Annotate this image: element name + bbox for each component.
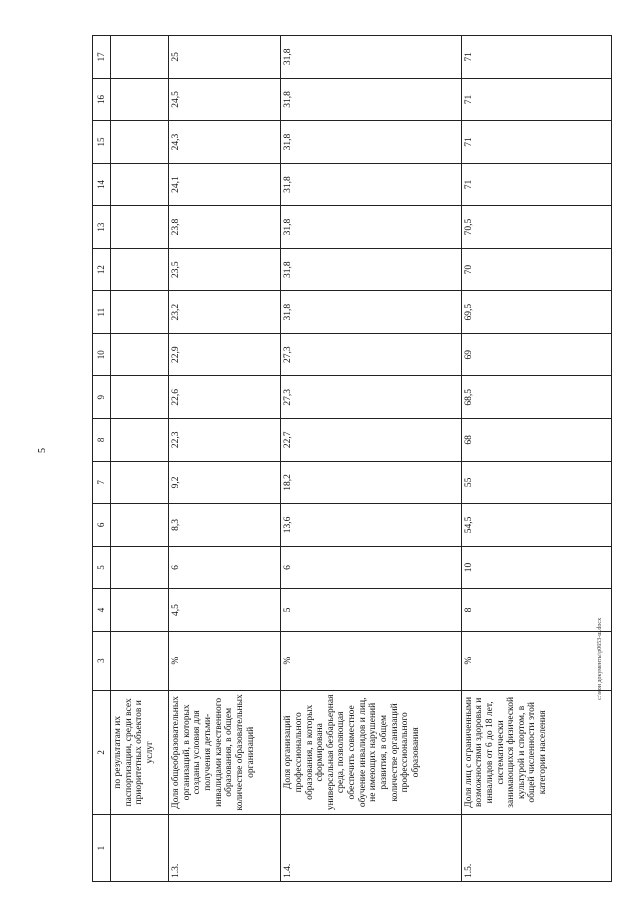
row-number: 1.4.	[281, 815, 461, 882]
value-cell	[111, 589, 169, 632]
value-cell: 71	[461, 36, 611, 79]
unit-cell: %	[281, 631, 461, 690]
value-cell: 22,7	[281, 419, 461, 462]
value-cell: 24,5	[169, 78, 281, 121]
value-cell: 27,3	[281, 333, 461, 376]
value-cell: 24,3	[169, 121, 281, 164]
value-cell: 71	[461, 163, 611, 206]
header-cell: 17	[93, 36, 111, 79]
value-cell: 22,6	[169, 376, 281, 419]
indicators-table	[92, 35, 612, 882]
value-cell: 6	[281, 546, 461, 589]
header-cell: 14	[93, 163, 111, 206]
value-cell: 69	[461, 333, 611, 376]
value-cell: 70	[461, 248, 611, 291]
indicator-name: по результатам их паспортизации, среди всех приоритетных объектов и услуг	[111, 690, 169, 815]
unit-cell: %	[169, 631, 281, 690]
header-cell: 4	[93, 589, 111, 632]
header-cell: 11	[93, 291, 111, 334]
value-cell: 55	[461, 461, 611, 504]
value-cell: 6	[169, 546, 281, 589]
value-cell	[111, 461, 169, 504]
value-cell	[111, 36, 169, 79]
value-cell: 27,3	[281, 376, 461, 419]
header-cell: 3	[93, 631, 111, 690]
value-cell: 69,5	[461, 291, 611, 334]
unit-cell	[111, 631, 169, 690]
value-cell: 31,8	[281, 291, 461, 334]
unit-cell: %	[461, 631, 611, 690]
value-cell: 5	[281, 589, 461, 632]
value-cell: 22,9	[169, 333, 281, 376]
value-cell	[111, 419, 169, 462]
table-row	[169, 36, 281, 882]
header-row	[93, 36, 111, 882]
header-cell: 1	[93, 815, 111, 882]
header-cell: 8	[93, 419, 111, 462]
row-number: 1.3.	[169, 815, 281, 882]
table-row	[281, 36, 461, 882]
header-cell: 9	[93, 376, 111, 419]
page-number: 5	[37, 448, 48, 453]
value-cell	[111, 546, 169, 589]
value-cell: 18,2	[281, 461, 461, 504]
value-cell: 8,3	[169, 504, 281, 547]
table-row	[461, 36, 611, 882]
value-cell: 22,3	[169, 419, 281, 462]
header-cell: 13	[93, 206, 111, 249]
header-cell: 15	[93, 121, 111, 164]
header-cell: 12	[93, 248, 111, 291]
value-cell: 31,8	[281, 206, 461, 249]
value-cell	[111, 248, 169, 291]
value-cell	[111, 333, 169, 376]
value-cell: 31,8	[281, 163, 461, 206]
value-cell	[111, 504, 169, 547]
value-cell: 31,8	[281, 36, 461, 79]
header-cell: 6	[93, 504, 111, 547]
indicator-name: Доля лиц с ограниченными возможностями здоровья и инвалидов от 6 до 18 лет, систематически занимающихся физической культурой и спортом, в общей численности этой категории населения	[461, 690, 611, 815]
header-cell: 16	[93, 78, 111, 121]
header-cell: 5	[93, 546, 111, 589]
value-cell: 71	[461, 78, 611, 121]
value-cell	[111, 376, 169, 419]
value-cell: 10	[461, 546, 611, 589]
table-row	[111, 36, 169, 882]
value-cell: 31,8	[281, 121, 461, 164]
file-path-footer: c:\мои документы\p0653-ш.docx	[597, 617, 603, 700]
value-cell: 9,2	[169, 461, 281, 504]
value-cell: 54,5	[461, 504, 611, 547]
value-cell: 24,1	[169, 163, 281, 206]
rotated-table-container	[92, 35, 612, 882]
value-cell: 8	[461, 589, 611, 632]
value-cell: 13,6	[281, 504, 461, 547]
header-cell: 2	[93, 690, 111, 815]
indicator-name: Доля общеобразовательных организаций, в которых созданы условия для получения детьми-инвалидами качественного образования, в общем количестве образовательных организаций	[169, 690, 281, 815]
value-cell: 31,8	[281, 248, 461, 291]
value-cell: 71	[461, 121, 611, 164]
value-cell	[111, 121, 169, 164]
value-cell	[111, 206, 169, 249]
value-cell	[111, 78, 169, 121]
value-cell: 4,5	[169, 589, 281, 632]
value-cell: 70,5	[461, 206, 611, 249]
row-number	[111, 815, 169, 882]
value-cell: 68	[461, 419, 611, 462]
header-cell: 7	[93, 461, 111, 504]
value-cell: 68,5	[461, 376, 611, 419]
header-cell: 10	[93, 333, 111, 376]
value-cell: 23,5	[169, 248, 281, 291]
indicator-name: Доля организаций профессионального образования, в которых сформирована универсальная безбарьерная среда, позволяющая обеспечить совместное обучение инвалидов и лиц, не имеющих нарушений развития, в общем количестве организаций профессионального образования	[281, 690, 461, 815]
value-cell: 25	[169, 36, 281, 79]
value-cell: 23,8	[169, 206, 281, 249]
row-number: 1.5.	[461, 815, 611, 882]
value-cell: 31,8	[281, 78, 461, 121]
value-cell: 23,2	[169, 291, 281, 334]
value-cell	[111, 291, 169, 334]
value-cell	[111, 163, 169, 206]
